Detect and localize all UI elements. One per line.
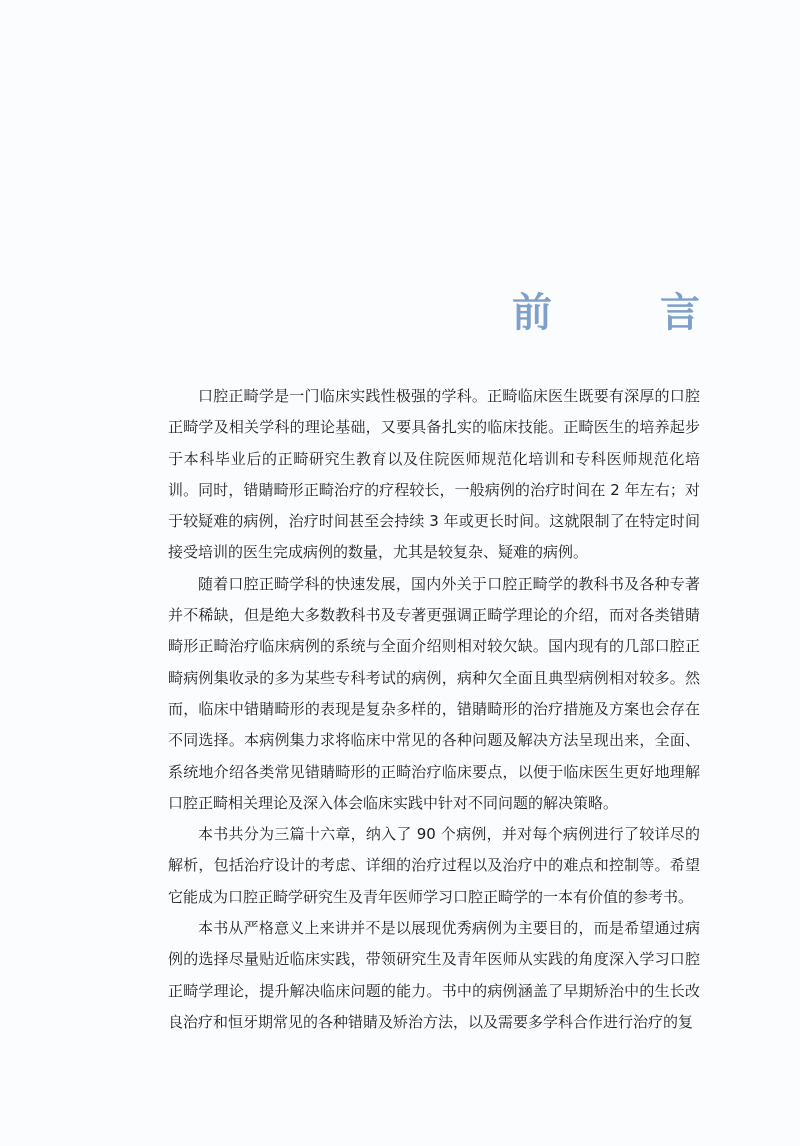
paragraph-2: 随着口腔正畸学科的快速发展，国内外关于口腔正畸学的教科书及各种专著并不稀缺，但是绝大多数教科书及专著更强调正畸学理论的介绍，而对各类错䝼畸形正畸治疗临床病例的系统与全面介绍则相对较欠缺。国内现有的几部口腔正畸病例集收录的多为某些专科考试的病例，病种欠全面且典型病例相对较多。然而，临床中错䝼畸形的表现是复杂多样的，错䝼畸形的治疗措施及方案也会存在不同选择。本病例集力求将临床中常见的各种问题及解决方法呈现出来，全面、系统地介绍各类常见错䝼畸形的正畸治疗临床要点，以便于临床医生更好地理解口腔正畸相关理论及深入体会临床实践中针对不同问题的解决策略。 (168, 574, 700, 812)
paragraph-4: 本书从严格意义上来讲并不是以展现优秀病例为主要目的，而是希望通过病例的选择尽量贴近临床实践，带领研究生及青年医师从实践的角度深入学习口腔正畸学理论，提升解决临床问题的能力。书中的病例涵盖了早期矫治中的生长改良治疗和恒牙期常见的各种错䝼及矫治方法，以及需要多学科合作进行治疗的复 (168, 919, 700, 1031)
page-title: 前 言 (512, 289, 734, 336)
paragraph-1: 口腔正畸学是一门临床实践性极强的学科。正畸临床医生既要有深厚的口腔正畸学及相关学科的理论基础，又要具备扎实的临床技能。正畸医生的培养起步于本科毕业后的正畸研究生教育以及住院医师规范化培训和专科医师规范化培训。同时，错䝼畸形正畸治疗的疗程较长，一般病例的治疗时间在 2 年左右；对于较疑难的病例，治疗时间甚至会持续 3 年或更长时间。这就限制了在特定时间接受培训的医生完成病例的数量，尤其是较复杂、疑难的病例。 (168, 387, 700, 562)
preface-body (168, 381, 700, 1038)
paragraph-3: 本书共分为三篇十六章，纳入了 90 个病例，并对每个病例进行了较详尽的解析，包括治疗设计的考虑、详细的治疗过程以及治疗中的难点和控制等。希望它能成为口腔正畸学研究生及青年医师学习口腔正畸学的一本有价值的参考书。 (168, 825, 700, 906)
